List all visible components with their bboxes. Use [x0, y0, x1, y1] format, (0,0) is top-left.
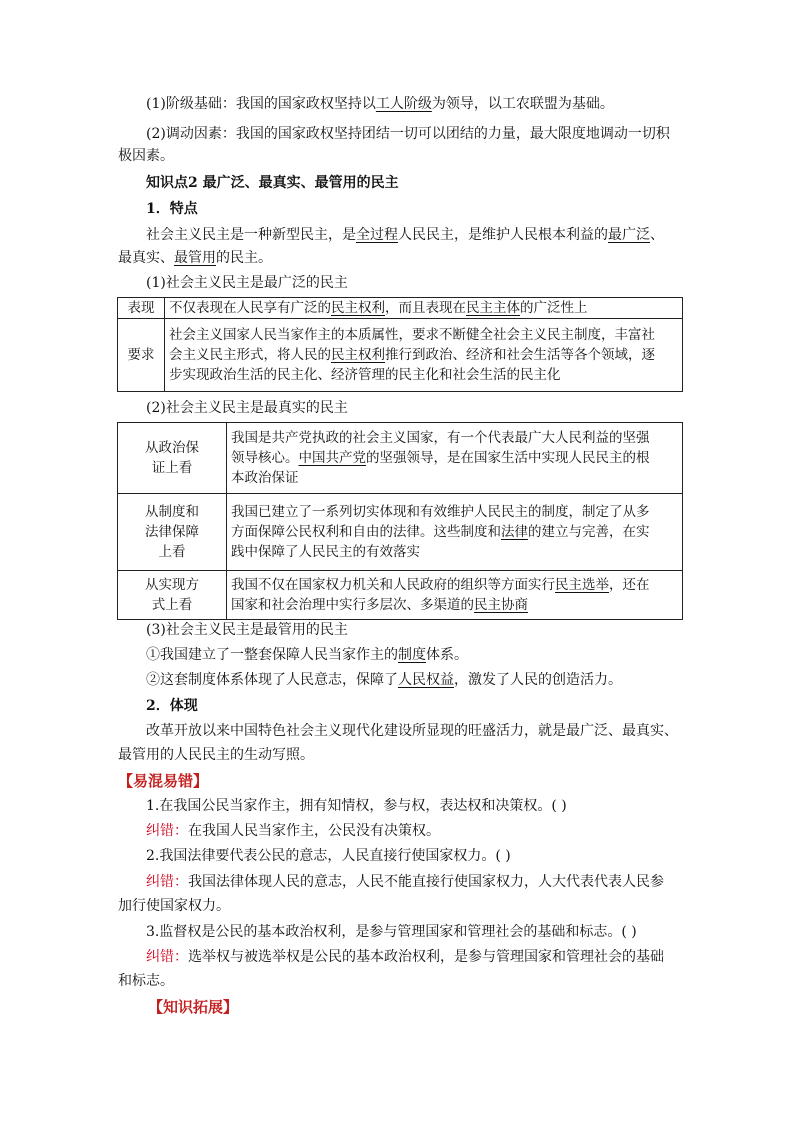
useful-point-1: ①我国建立了一整套保障人民当家作主的制度体系。 [146, 647, 468, 663]
section-title: 知识点2 最广泛、最真实、最管用的民主 [146, 175, 399, 191]
subsection-embodiment: 2．体现 [146, 698, 198, 714]
table-cell-label: 从实现方 式上看 [118, 571, 227, 620]
question-1: 1.在我国公民当家作主，拥有知情权，参与权，表达权和决策权。( ) [146, 798, 567, 814]
table-cell-content: 社会主义国家人民当家作主的本质属性，要求不断健全社会主义民主制度，丰富社 会主义民主形式，将人民的民主权利推行到政治、经济和社会生活等各个领域，逐 步实现政治生活的民主化、经济管理的民主化和社会生活的民主化 [165, 319, 683, 392]
table-row [118, 319, 683, 392]
intro-paragraph-2-line-2: 极因素。 [118, 148, 174, 164]
heading-broadest: (1)社会主义民主是最广泛的民主 [146, 275, 348, 291]
table-cell-label: 从政治保 证上看 [118, 423, 227, 494]
correction-1: 纠错：在我国人民当家作主，公民没有决策权。 [146, 823, 440, 839]
table-row [118, 423, 683, 494]
embodiment-paragraph-line-1: 改革开放以来中国特色社会主义现代化建设所显现的旺盛活力，就是最广泛、最真实、 [146, 723, 678, 739]
features-paragraph-line-2: 最真实、最管用的民主。 [118, 250, 272, 266]
intro-paragraph-2-line-1: (2)调动因素：我国的国家政权坚持团结一切可以团结的力量，最大限度地调动一切积 [146, 126, 670, 142]
correction-3-line-1: 纠错：选举权与被选举权是公民的基本政治权利，是参与管理国家和管理社会的基础 [146, 949, 664, 965]
heading-most-useful: (3)社会主义民主是最管用的民主 [146, 622, 348, 638]
table-row [118, 494, 683, 571]
subsection-features: 1．特点 [146, 201, 198, 217]
table-cell-content: 不仅表现在人民享有广泛的民主权利，而且表现在民主主体的广泛性上 [165, 298, 683, 319]
table-cell-content: 我国不仅在国家权力机关和人民政府的组织等方面实行民主选举，还在 国家和社会治理中实行多层次、多渠道的民主协商 [227, 571, 683, 620]
table-row [118, 298, 683, 319]
table-cell-label: 从制度和 法律保障 上看 [118, 494, 227, 571]
broadest-democracy-table [117, 297, 683, 392]
table-cell-content: 我国已建立了一系列切实体现和有效维护人民民主的制度，制定了从多 方面保障公民权利和自由的法律。这些制度和法律的建立与完善，在实 践中保障了人民民主的有效落实 [227, 494, 683, 571]
confusion-heading: 【易混易错】 [118, 772, 209, 790]
correction-3-line-2: 和标志。 [118, 973, 174, 989]
correction-2-line-1: 纠错：我国法律体现人民的意志，人民不能直接行使国家权力，人大代表代表人民参 [146, 874, 664, 890]
embodiment-paragraph-line-2: 最管用的人民民主的生动写照。 [118, 747, 314, 763]
question-2: 2.我国法律要代表公民的意志，人民直接行使国家权力。( ) [146, 848, 511, 864]
question-3: 3.监督权是公民的基本政治权利，是参与管理国家和管理社会的基础和标志。( ) [146, 924, 637, 940]
table-cell-label: 表现 [118, 298, 165, 319]
correction-2-line-2: 加行使国家权力。 [118, 898, 230, 914]
heading-truest: (2)社会主义民主是最真实的民主 [146, 400, 348, 416]
features-paragraph-line-1: 社会主义民主是一种新型民主，是全过程人民民主，是维护人民根本利益的最广泛、 [146, 227, 664, 243]
useful-point-2: ②这套制度体系体现了人民意志，保障了人民权益，激发了人民的创造活力。 [146, 672, 622, 688]
truest-democracy-table [117, 422, 683, 620]
table-row [118, 571, 683, 620]
intro-paragraph-1: (1)阶级基础：我国的国家政权坚持以工人阶级为领导，以工农联盟为基础。 [146, 96, 614, 112]
table-cell-label: 要求 [118, 319, 165, 392]
table-cell-content: 我国是共产党执政的社会主义国家，有一个代表最广大人民利益的坚强 领导核心。中国共产党的坚强领导，是在国家生活中实现人民民主的根 本政治保证 [227, 423, 683, 494]
expansion-heading: 【知识拓展】 [148, 998, 239, 1016]
